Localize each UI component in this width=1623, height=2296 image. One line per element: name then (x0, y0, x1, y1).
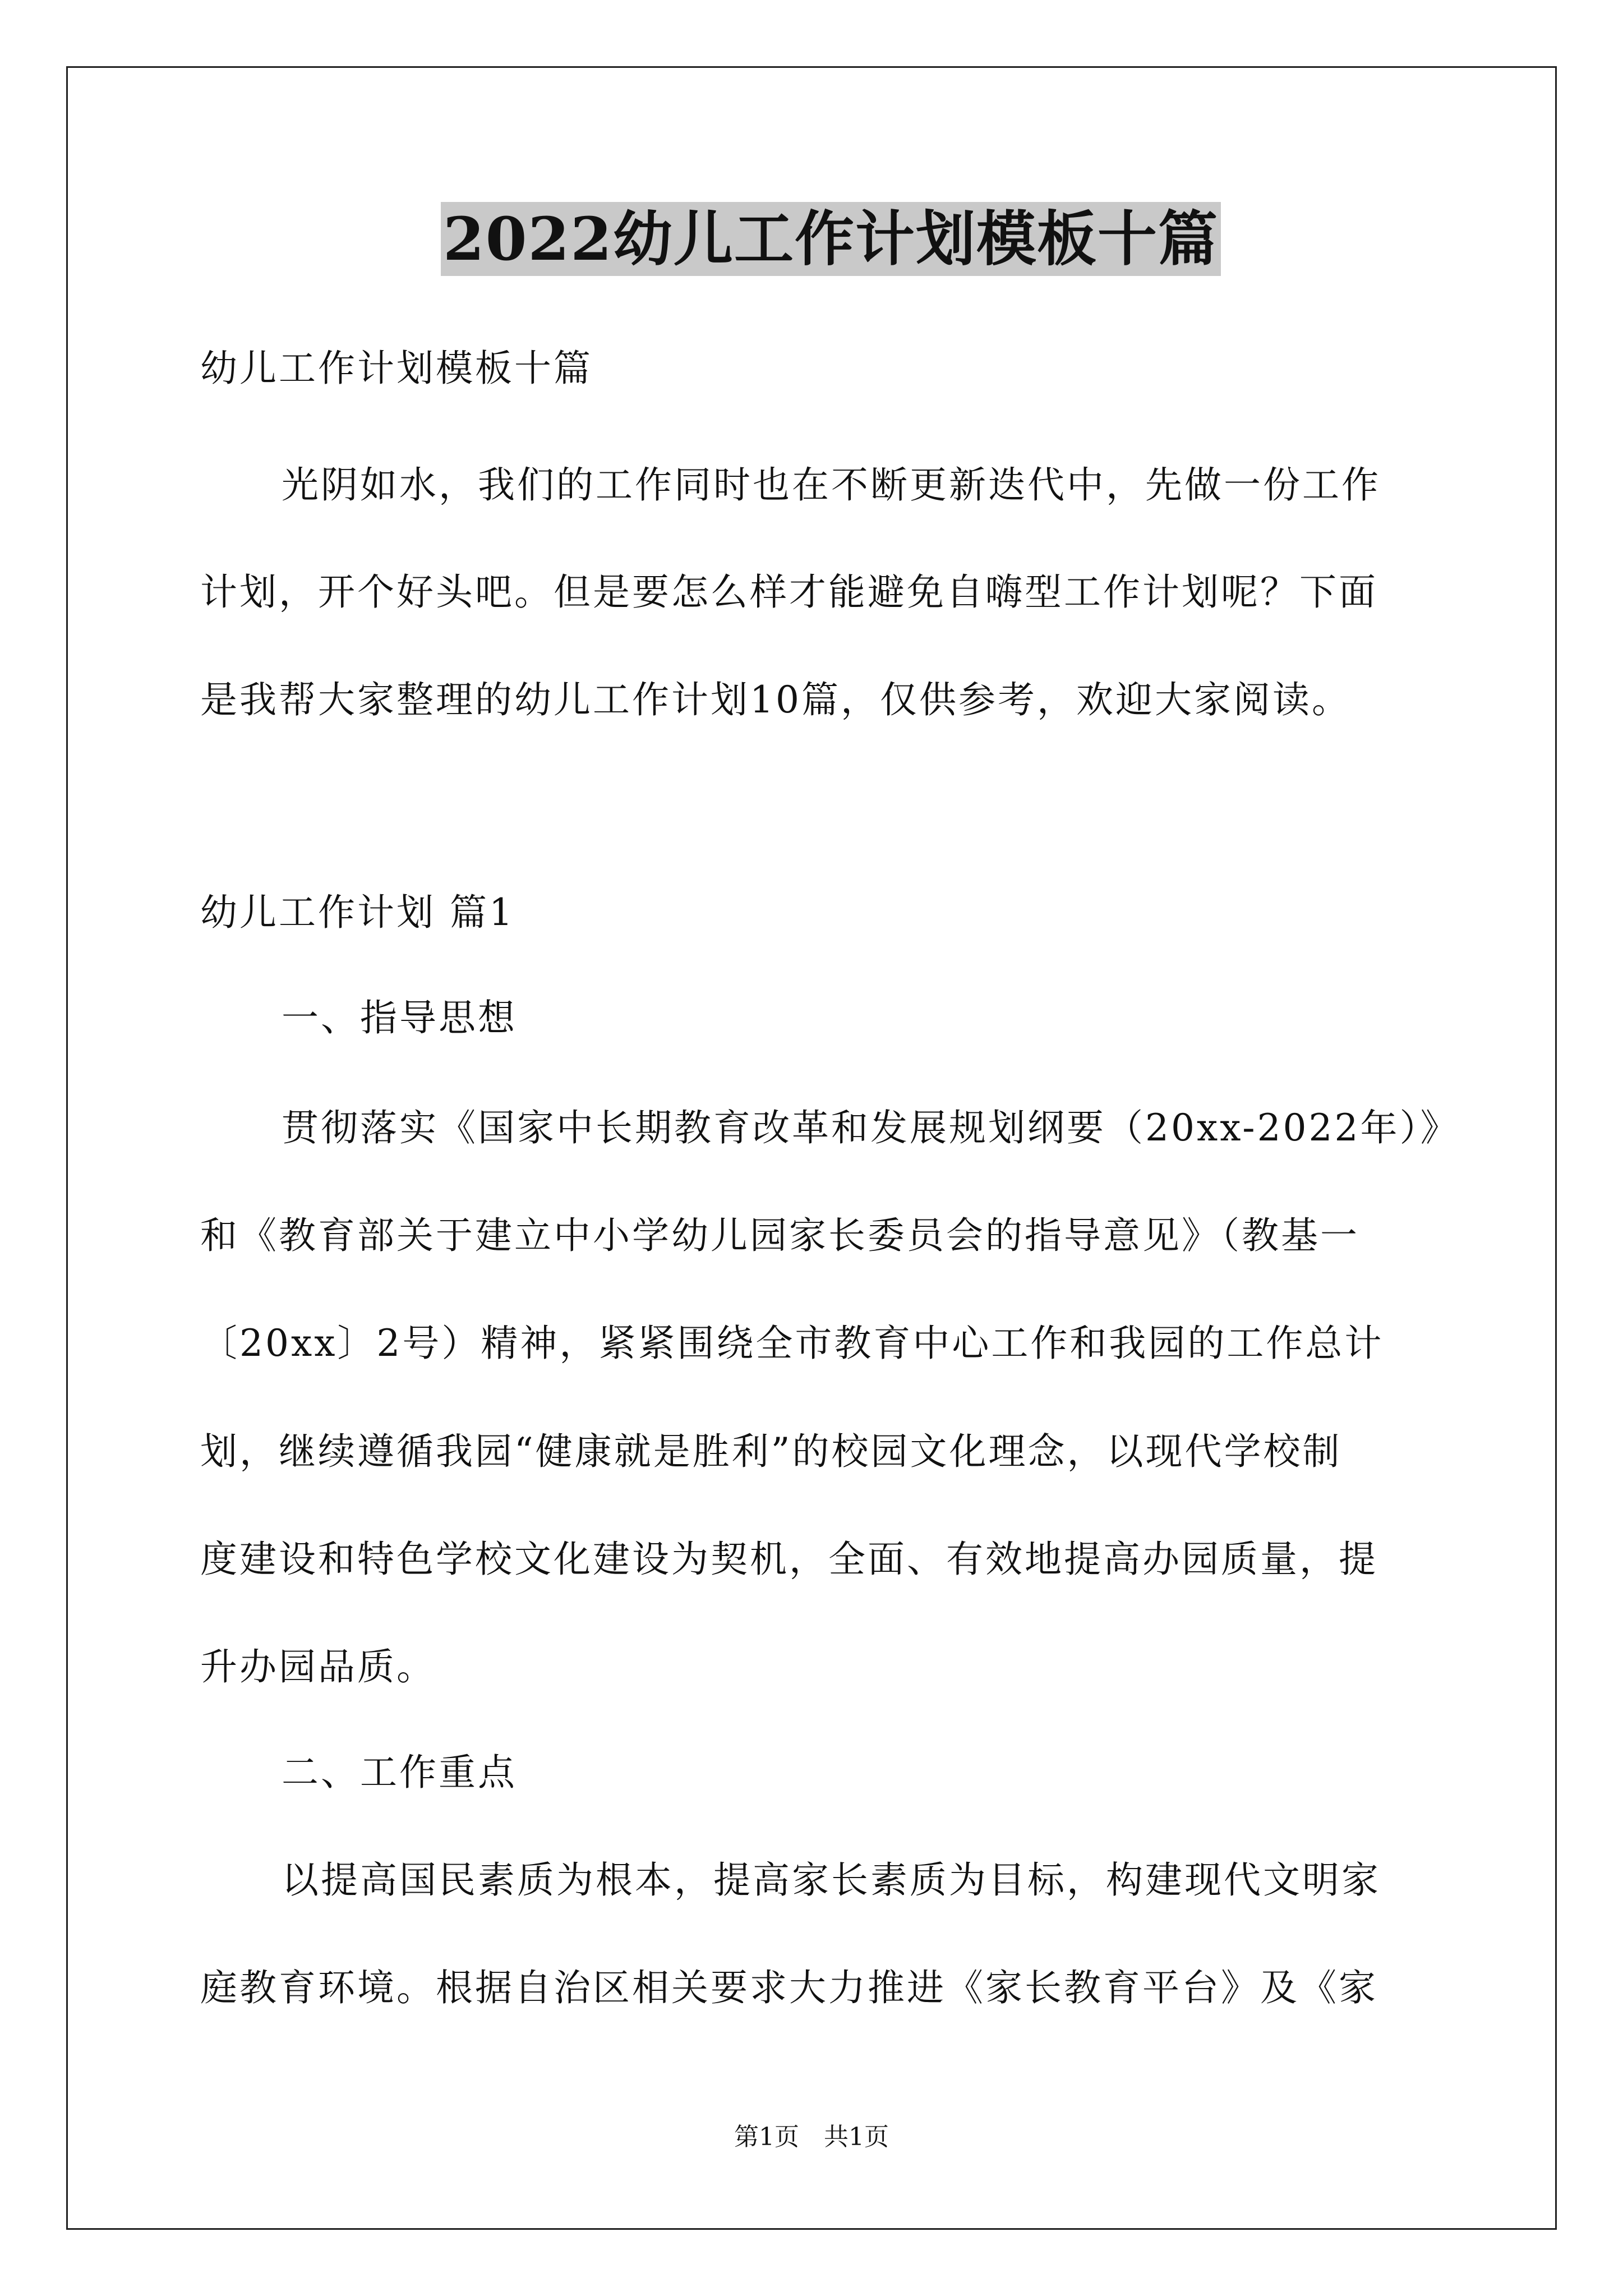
part1-line-1: 贯彻落实《国家中长期教育改革和发展规划纲要（20xx-2022年）》 (282, 1106, 1460, 1149)
document-title: 2022幼儿工作计划模板十篇 (441, 202, 1221, 276)
part1-heading: 一、指导思想 (282, 996, 517, 1039)
part1-line-2: 和《教育部关于建立中小学幼儿园家长委员会的指导意见》（教基一 (200, 1214, 1359, 1257)
intro-line-2: 计划，开个好头吧。但是要怎么样才能避免自嗨型工作计划呢？下面 (200, 570, 1378, 614)
part1-line-3: 〔20xx〕2号）精神，紧紧围绕全市教育中心工作和我园的工作总计 (200, 1322, 1384, 1365)
part2-line-1: 以提高国民素质为根本，提高家长素质为目标，构建现代文明家 (282, 1858, 1381, 1902)
part2-heading: 二、工作重点 (282, 1751, 517, 1794)
part1-line-4: 划，继续遵循我园“健康就是胜利”的校园文化理念，以现代学校制 (200, 1430, 1342, 1473)
section-heading: 幼儿工作计划 篇1 (200, 891, 515, 934)
intro-line-3: 是我帮大家整理的幼儿工作计划10篇，仅供参考，欢迎大家阅读。 (200, 678, 1351, 721)
document-subtitle: 幼儿工作计划模板十篇 (200, 347, 593, 390)
part1-line-6: 升办园品质。 (200, 1645, 436, 1688)
page-footer: 第1页 共1页 (734, 2123, 889, 2151)
part2-line-2: 庭教育环境。根据自治区相关要求大力推进《家长教育平台》及《家 (200, 1966, 1378, 2009)
part1-line-5: 度建设和特色学校文化建设为契机，全面、有效地提高办园质量，提 (200, 1538, 1378, 1581)
intro-line-1: 光阴如水，我们的工作同时也在不断更新迭代中，先做一份工作 (282, 463, 1381, 507)
